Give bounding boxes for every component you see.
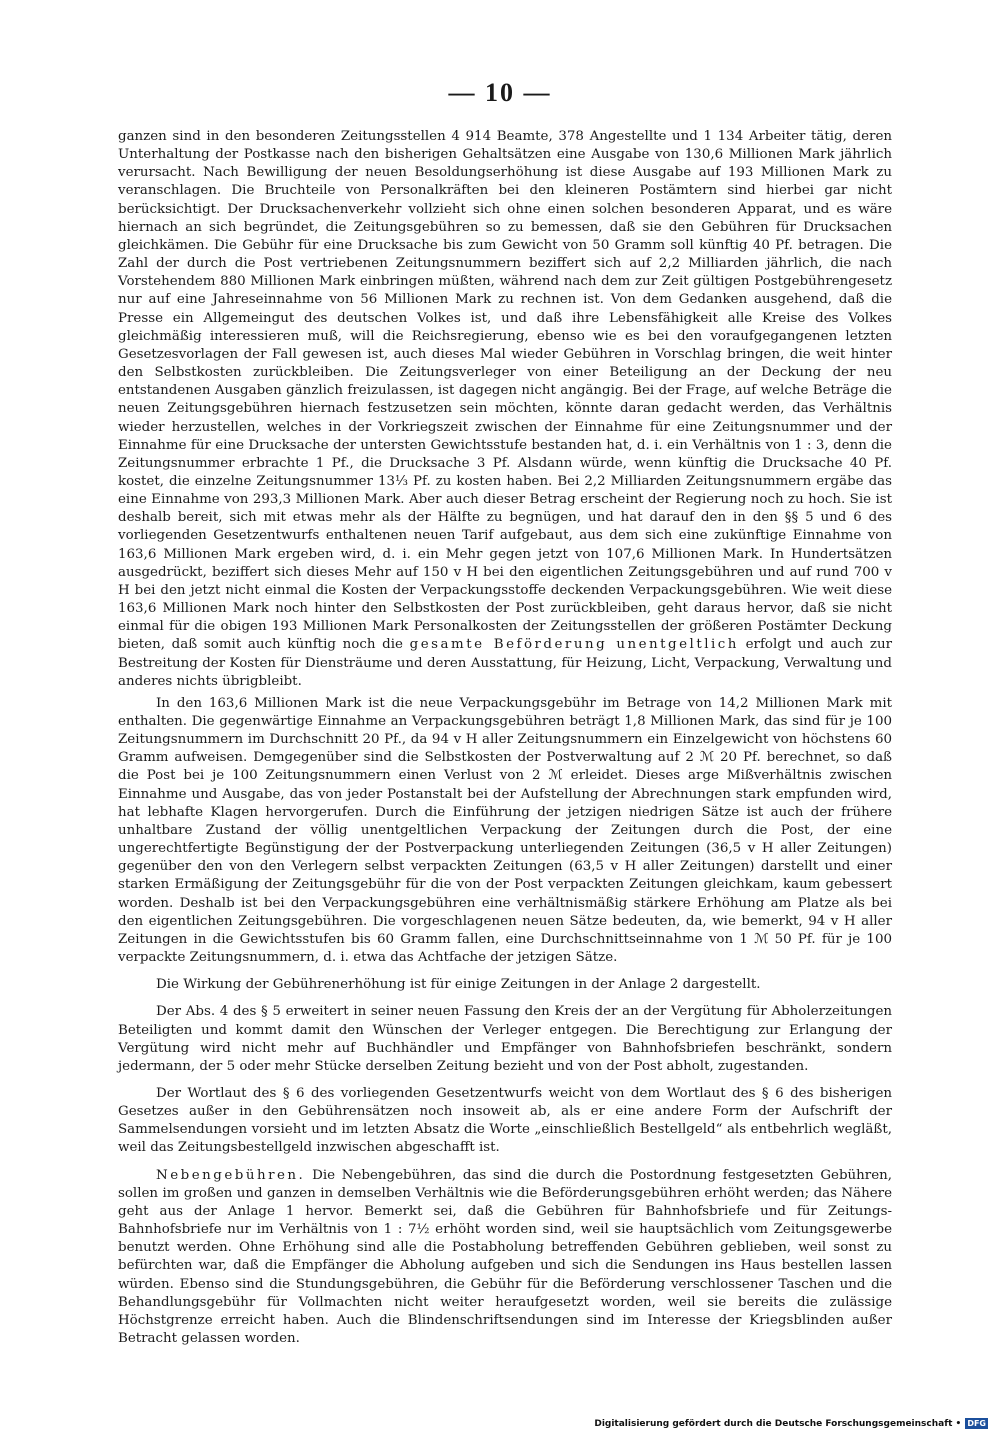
page-number: — 10 — xyxy=(448,78,552,107)
dfg-logo-icon: DFG xyxy=(967,1419,986,1428)
paragraph-2: In den 163,6 Millionen Mark ist die neue Verpackungsgebühr im Betrage von 14,2 Millionen Mark mit enthalten. Die gegenwärtige Einnahme an Verpackungsgebühren beträgt 1,8 Millionen Mark, das sind für je 100 Zeitungsnummern im Durchschnitt 20 Pf., da 94 v H aller Zeitungsnummern ein Einzelgewicht von höchstens 60 Gramm aufweisen. Demgegenüber sind die Selbstkosten der Postverwaltung auf 2 ℳ 20 Pf. berechnet, so daß die Post bei je 100 Zeitungsnummern einen Verlust von 2 ℳ erleidet. Dieses arge Mißverhältnis zwischen Einnahme und Ausgabe, das von jeder Postanstalt bei der Aufstellung der Abrechnungen stark empfunden wird, hat lebhafte Klagen hervorgerufen. Durch die Einführung der jetzigen niedrigen Sätze ist auch der frühere unhaltbare Zustand der völlig unentgeltlichen Verpackung der Zeitungen durch die Post, der eine ungerechtfertigte Begünstigung der der Postverpackung unterliegenden Zeitungen (36,5 v H aller Zeitungen) gegenüber den von den Verlegern selbst verpackten Zeitungen (63,5 v H aller Zeitungen) darstellt und einer starken Ermäßigung der Zeitungsgebühr für die von der Post verpackten Zeitungen gleichkam, kaum gebessert worden. Deshalb ist bei den Verpackungsgebühren eine verhältnismäßig stärkere Erhöhung am Platze als bei den eigentlichen Zeitungsgebühren. Die vorgeschlagenen neuen Sätze bedeuten, da, wie bemerkt, 94 v H aller Zeitungen in die Gewichtsstufen bis 60 Gramm fallen, eine Durchschnittseinnahme von 1 ℳ 50 Pf. für je 100 verpackte Zeitungsnummern, d. i. etwa das Achtfache der jetzigen Sätze. xyxy=(118,695,892,966)
paragraph-1-tail: erfolgt und auch zur Bestreitung der Kosten für Diensträume und deren Ausstattung, für Heizung, Licht, Verpackung, Verwaltung und anderes nichts übrigbleibt. xyxy=(118,637,892,689)
document-body xyxy=(118,128,892,1348)
digitization-credit xyxy=(594,1418,988,1429)
paragraph-1-text: ganzen sind in den besonderen Zeitungsstellen 4 914 Beamte, 378 Angestellte und 1 134 Arbeiter tätig, deren Unterhaltung der Postkasse nach den bisherigen Gehaltsätzen eine Ausgabe von 130,6 Millionen Mark jährlich verursacht. Nach Bewilligung der neuen Besoldungserhöhung ist diese Ausgabe auf 193 Millionen Mark zu veranschlagen. Die Bruchteile von Personalkräften bei den kleineren Postämtern sind hierbei gar nicht berücksichtigt. Der Drucksachenverkehr vollzieht sich ohne einen solchen besonderen Apparat, und es wäre hiernach an sich begründet, die Zeitungsgebühren so zu bemessen, daß sie den Gebühren für Drucksachen gleichkämen. Die Gebühr für eine Drucksache bis zum Gewicht von 50 Gramm soll künftig 40 Pf. betragen. Die Zahl der durch die Post vertriebenen Zeitungsnummern beziffert sich auf 2,2 Milliarden jährlich, die nach Vorstehendem 880 Millionen Mark einbringen müßten, während nach dem zur Zeit gültigen Postgebührengesetz nur auf eine Jahreseinnahme von 56 Millionen Mark zu rechnen ist. Von dem Gedanken ausgehend, daß die Presse ein Allgemeingut des deutschen Volkes ist, und daß ihre Lebensfähigkeit alle Kreise des Volkes gleichmäßig interessieren muß, will die Reichsregierung, ebenso wie es bei den voraufgegangenen letzten Gesetzesvorlagen der Fall gewesen ist, auch dieses Mal wieder Gebühren in Vorschlag bringen, die weit hinter den Selbstkosten zurückbleiben. Die Zeitungsverleger von einer Beteiligung an der Deckung der neu entstandenen Ausgaben gänzlich freizulassen, ist dagegen nicht angängig. Bei der Frage, auf welche Beträge die neuen Zeitungsgebühren hiernach festzusetzen sein möchten, könnte daran gedacht werden, das Verhältnis wieder herzustellen, welches in der Vorkriegszeit zwischen der Einnahme für eine Zeitungsnummer und der Einnahme für eine Drucksache der untersten Gewichtsstufe bestanden hat, d. i. ein Verhältnis von 1 : 3, denn die Zeitungsnummer erbrachte 1 Pf., die Drucksache 3 Pf. Alsdann würde, wenn künftig die Drucksache 40 Pf. kostet, die einzelne Zeitungsnummer 13⅓ Pf. zu kosten haben. Bei 2,2 Milliarden Zeitungsnummern ergäbe das eine Einnahme von 293,3 Millionen Mark. Aber auch dieser Betrag erscheint der Regierung noch zu hoch. Sie ist deshalb bereit, sich mit etwas mehr als der Hälfte zu begnügen, und hat darauf den in den §§ 5 und 6 des vorliegenden Gesetzentwurfs enthaltenen neuen Tarif aufgebaut, aus dem sich eine zukünftige Einnahme von 163,6 Millionen Mark ergeben wird, d. i. ein Mehr gegen jetzt von 107,6 Millionen Mark. In Hundertsätzen ausgedrückt, beziffert sich dieses Mehr auf 150 v H bei den eigentlichen Zeitungsgebühren und auf rund 700 v H bei den jetzt nicht einmal die Kosten der Verpackungsstoffe deckenden Verpackungsgebühren. Wie weit diese 163,6 Millionen Mark noch hinter den Selbstkosten der Post zurückbleiben, geht daraus hervor, daß sie nicht einmal für die obigen 193 Millionen Mark Personalkosten der Zeitungsstellen der größeren Postämter Deckung bieten, daß somit auch künftig noch die xyxy=(118,129,892,653)
credit-text: Digitalisierung gefördert durch die Deutsche Forschungsgemeinschaft • xyxy=(594,1418,962,1429)
paragraph-3: Die Wirkung der Gebührenerhöhung ist für einige Zeitungen in der Anlage 2 dargestellt. xyxy=(156,977,761,993)
paragraph-4: Der Abs. 4 des § 5 erweitert in seiner neuen Fassung den Kreis der an der Vergütung für Abholerzeitungen Beteiligten und kommt damit den Wünschen der Verleger entgegen. Die Berechtigung zur Erlangung der Vergütung wird nicht mehr auf Buchhändler und Empfänger von Bahnhofsbriefen beschränkt, sondern jedermann, der 5 oder mehr Stücke derselben Zeitung bezieht und von der Post abholt, zugestanden. xyxy=(118,1004,892,1074)
paragraph-5: Der Wortlaut des § 6 des vorliegenden Gesetzentwurfs weicht von dem Wortlaut des § 6 des bisherigen Gesetzes außer in den Gebührensätzen noch insoweit ab, als er eine andere Form der Aufschrift der Sammelsendungen vorsieht und im letzten Absatz die Worte „einschließlich Bestellgeld“ als entbehrlich wegläßt, weil das Zeitungsbestellgeld inzwischen abgeschafft ist. xyxy=(118,1085,892,1156)
section-heading-nebengebuehren: Nebengebühren. xyxy=(156,1167,306,1183)
paragraph-1 xyxy=(118,128,892,691)
paragraph-6-text: Die Nebengebühren, das sind die durch die Postordnung festgesetzten Gebühren, sollen im großen und ganzen in demselben Verhältnis wie die Beförderungsgebühren erhöht werden; das Nähere geht aus der Anlage 1 hervor. Bemerkt sei, daß die Gebühren für Bahnhofsbriefe und für Zeitungs-Bahnhofsbriefe nur im Verhältnis von 1 : 7½ erhöht worden sind, weil sie hauptsächlich vom Zeitungsgewerbe benutzt werden. Ohne Erhöhung sind alle die Postabholung betreffenden Gebühren geblieben, weil sonst zu befürchten war, daß die Empfänger die Abholung aufgeben und sich die Sendungen ins Haus bestellen lassen würden. Ebenso sind die Stundungsgebühren, die Gebühr für die Beförderung verschlossener Taschen und die Behandlungsgebühr für Vollmachten nicht weiter heraufgesetzt worden, weil sie bereits die zulässige Höchstgrenze erreicht haben. Auch die Blindenschriftsendungen sind im Interesse der Kriegsblinden außer Betracht gelassen worden. xyxy=(118,1167,892,1346)
paragraph-6 xyxy=(118,1167,892,1349)
paragraph-1-spaced-emphasis: gesamte Beförderung unentgeltlich xyxy=(409,637,739,653)
